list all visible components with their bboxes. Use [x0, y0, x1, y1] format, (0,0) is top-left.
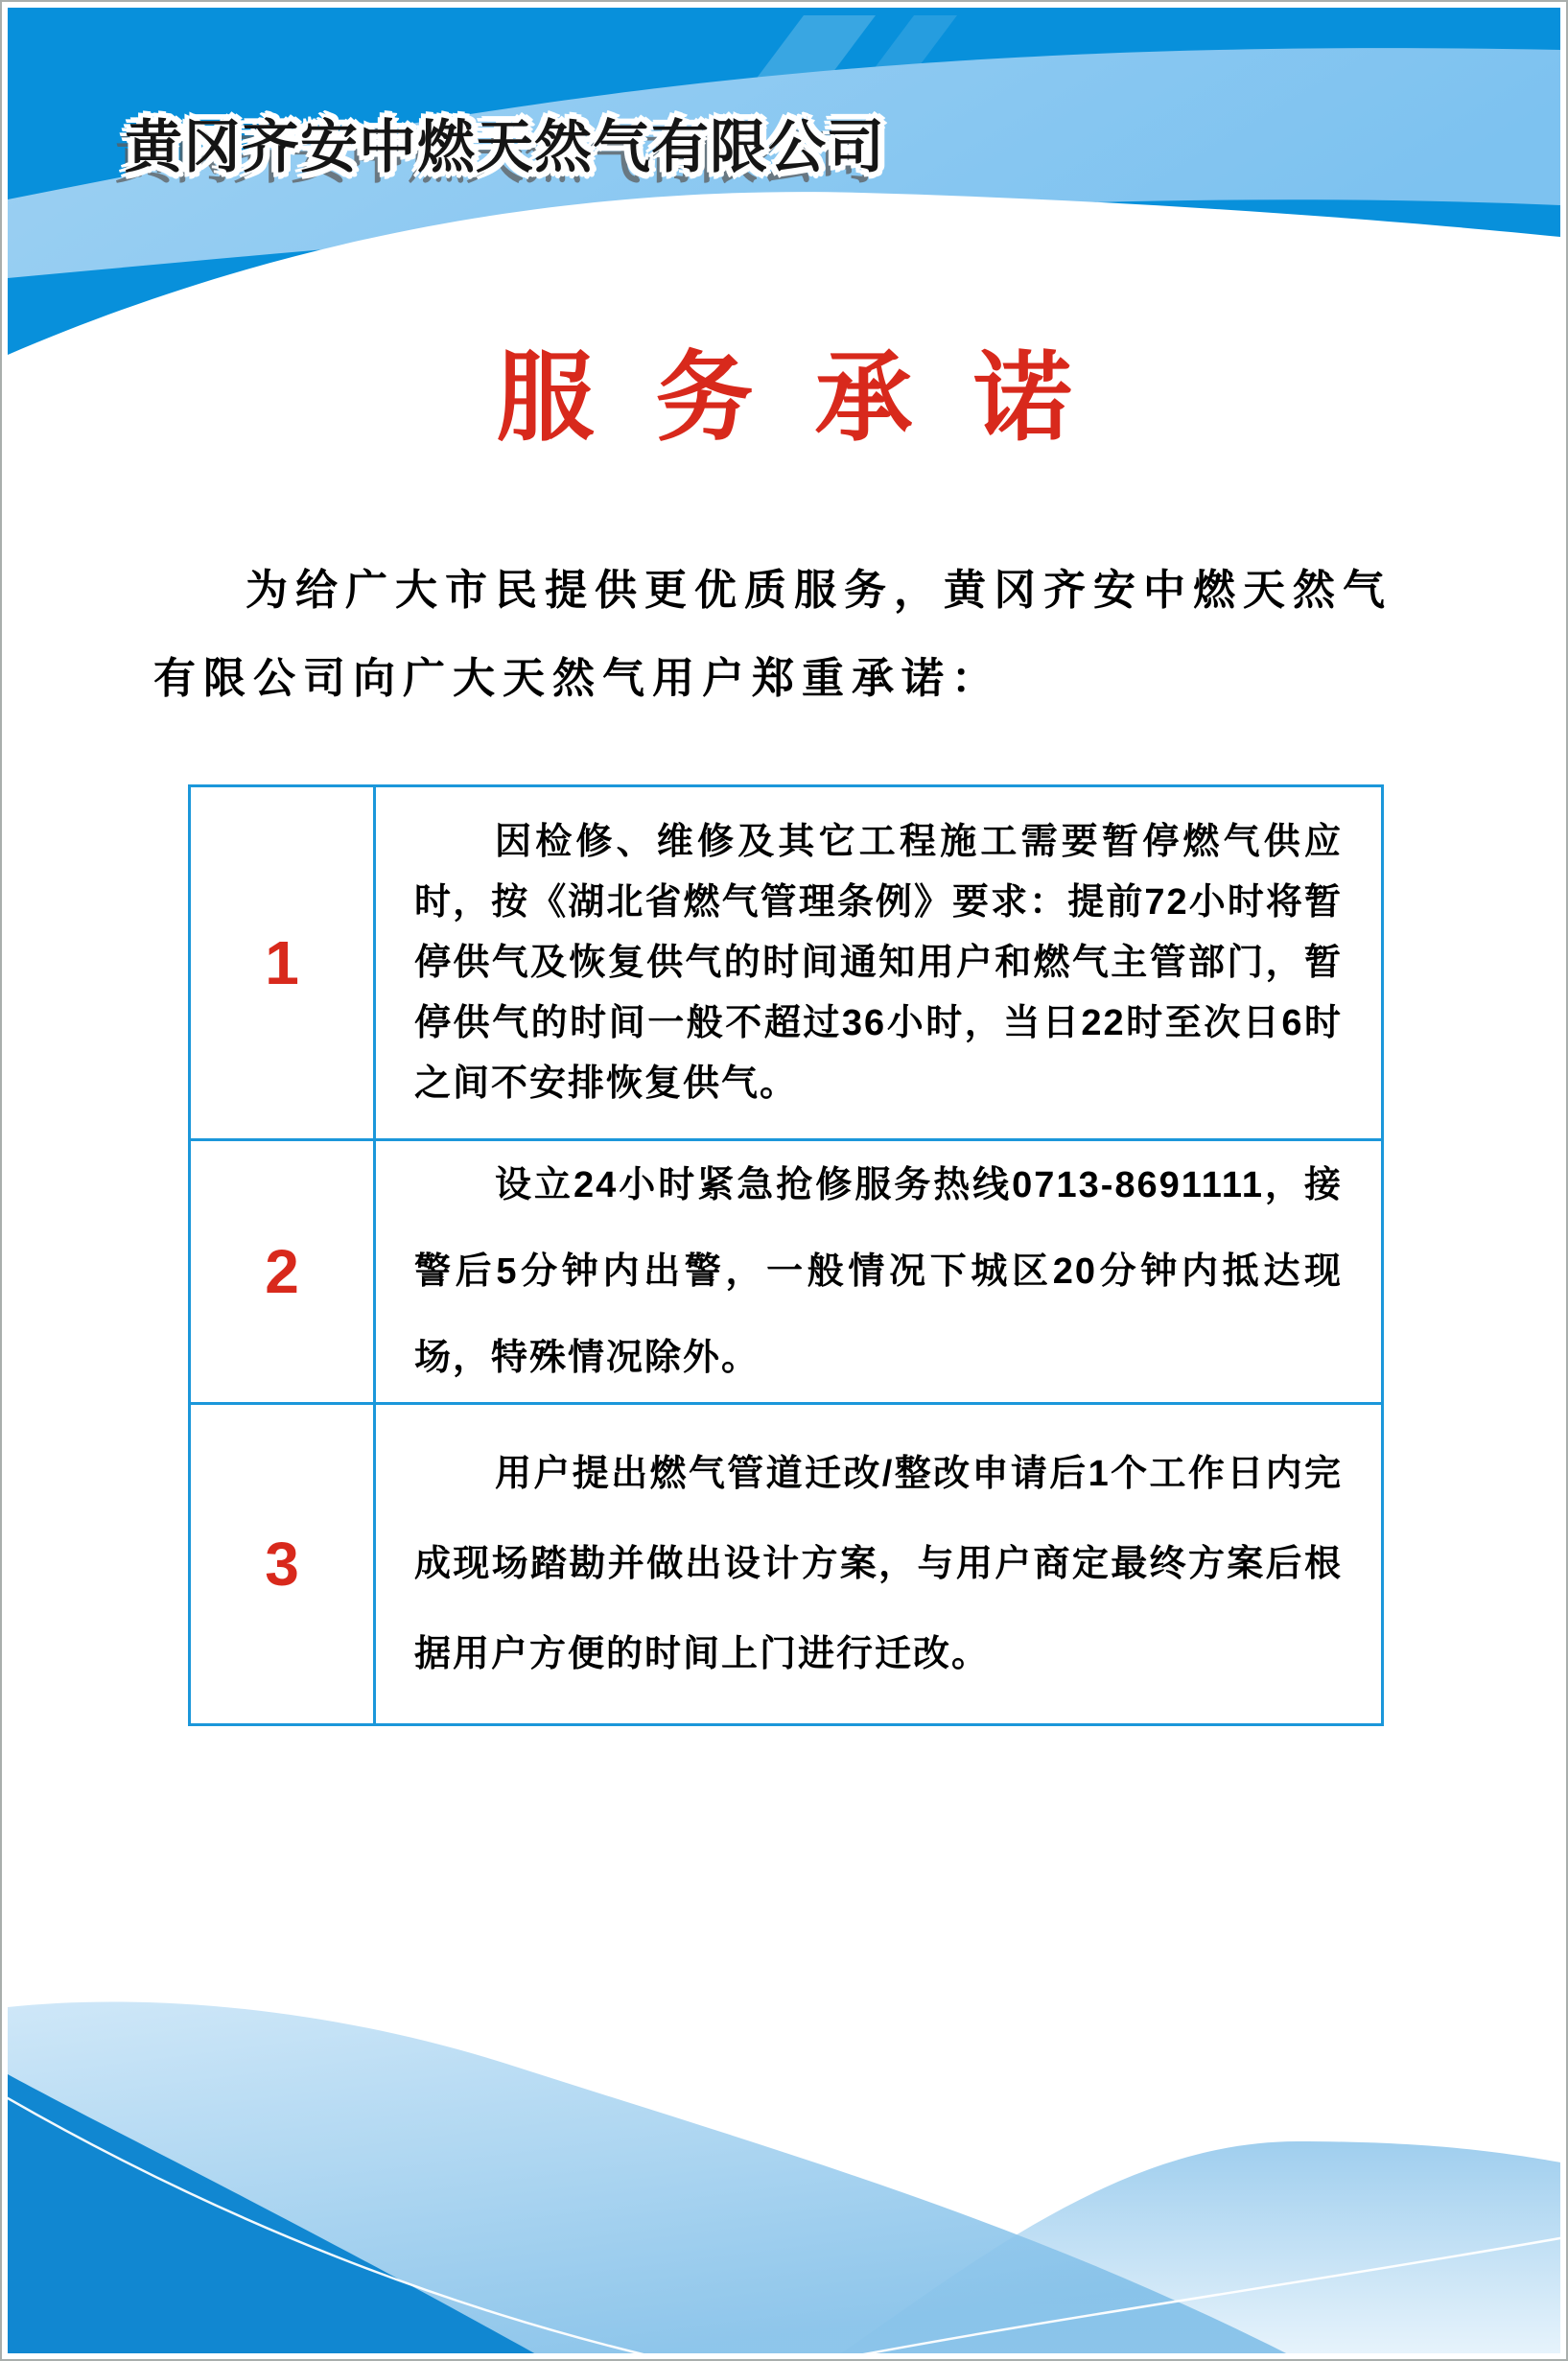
row-number: 1: [265, 928, 299, 997]
commitment-text: 用户提出燃气管道迁改/整改申请后1个工作日内完成现场踏勘并做出设计方案，与用户商定最终方案后根据用户方便的时间上门进行迁改。: [414, 1454, 1343, 1674]
intro-paragraph: [153, 547, 1392, 723]
commitment-text: 因检修、维修及其它工程施工需要暂停燃气供应时，按《湖北省燃气管理条例》要求：提前72小时将暂停供气及恢复供气的时间通知用户和燃气主管部门，暂停供气的时间一般不超过36小时，当日22时至次日6时之间不安排恢复供气。: [414, 821, 1343, 1104]
page-title-text: 服务承诺: [496, 342, 1134, 453]
row-number-cell: [191, 787, 376, 1138]
footer-wave-graphic: [8, 1899, 1560, 2353]
row-text-cell: [376, 1405, 1381, 1723]
row-text-cell: [376, 787, 1381, 1138]
header-wave-svg: [8, 8, 1560, 595]
page-title: [2, 338, 1566, 457]
company-name: 黄冈齐安中燃天然气有限公司: [125, 115, 885, 179]
header-wave-graphic: [8, 8, 1560, 595]
table-row: [191, 787, 1381, 1138]
row-text-cell: [376, 1141, 1381, 1402]
intro-line-1: 为给广大市民提供更优质服务，黄冈齐安中燃天然气: [246, 567, 1392, 614]
table-row: [191, 1402, 1381, 1723]
row-number-cell: [191, 1141, 376, 1402]
commitments-table: [188, 784, 1384, 1726]
intro-line-2: 有限公司向广大天然气用户郑重承诺：: [153, 655, 1001, 702]
row-number: 2: [265, 1237, 299, 1306]
row-number-cell: [191, 1405, 376, 1723]
commitment-text: 设立24小时紧急抢修服务热线0713-8691111，接警后5分钟内出警，一般情况下城区20分钟内抵达现场，特殊情况除外。: [414, 1165, 1343, 1378]
table-row: [191, 1138, 1381, 1402]
row-number: 3: [265, 1530, 299, 1599]
footer-wave-svg: [8, 1899, 1560, 2353]
